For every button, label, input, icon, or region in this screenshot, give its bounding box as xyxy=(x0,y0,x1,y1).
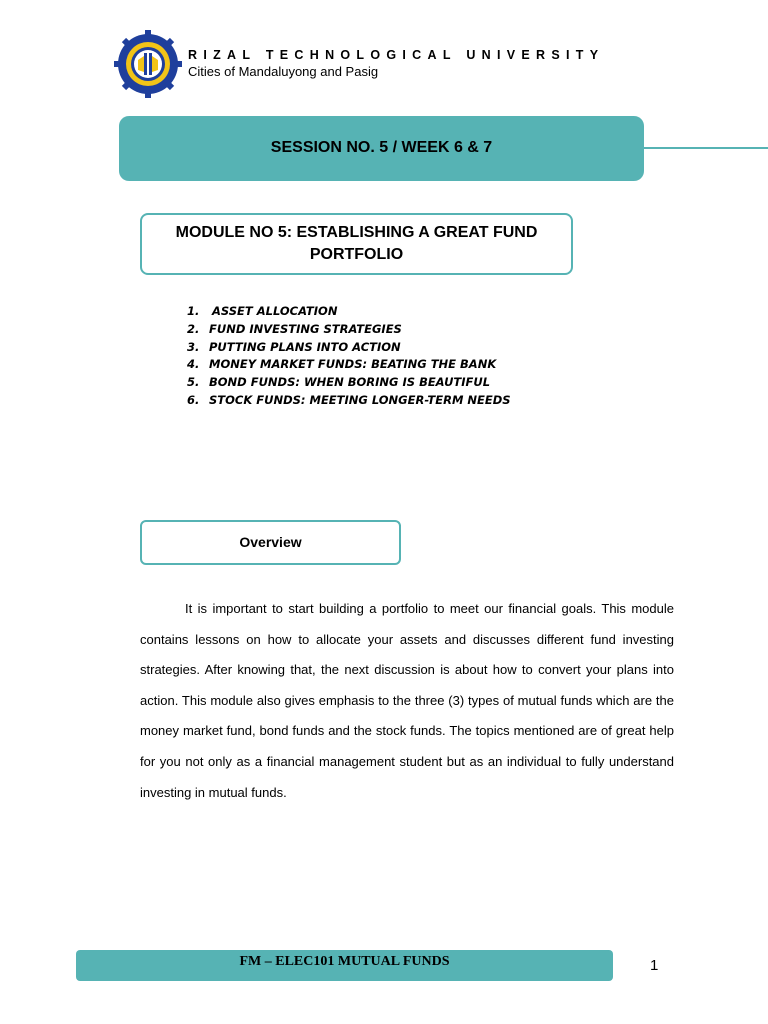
module-title-box xyxy=(140,213,573,275)
overview-title: Overview xyxy=(239,533,302,550)
list-item: 3. PUTTING PLANS INTO ACTION xyxy=(187,339,401,354)
list-item: 5. BOND FUNDS: WHEN BORING IS BEAUTIFUL xyxy=(187,375,491,390)
session-title: SESSION NO. 5 / WEEK 6 & 7 xyxy=(270,138,493,156)
page-number: 1 xyxy=(650,957,659,974)
topics-list xyxy=(187,303,511,410)
session-divider-line xyxy=(640,147,768,149)
module-title: MODULE NO 5: ESTABLISHING A GREAT FUND PORTFOLIO xyxy=(175,224,538,263)
university-seal-icon xyxy=(114,30,182,98)
session-banner xyxy=(119,116,644,181)
footer-bar xyxy=(76,950,613,981)
overview-body: It is important to start building a portfolio to meet our financial goals. This module contains lessons on how to allocate your assets and discusses different fund investing strategies. After knowing that, the next discussion is about how to convert your plans into action. This module also gives emphasis to the three (3) types of mutual funds which are the money market fund, bond funds and the stock funds. The topics mentioned are of great help for you not only as a financial management student but as an individual to fully understand investing in mutual funds. xyxy=(140,601,674,800)
list-item: 1. ASSET ALLOCATION xyxy=(187,304,338,318)
overview-heading-box xyxy=(140,520,401,565)
footer-course-title: FM – ELEC101 MUTUAL FUNDS xyxy=(239,954,450,969)
list-item: 6. STOCK FUNDS: MEETING LONGER-TERM NEEDS xyxy=(187,392,511,407)
university-subtitle: Cities of Mandaluyong and Pasig xyxy=(188,64,379,79)
university-name: RIZAL TECHNOLOGICAL UNIVERSITY xyxy=(188,48,605,62)
list-item: 4. MONEY MARKET FUNDS: BEATING THE BANK xyxy=(187,357,497,372)
list-item: 2. FUND INVESTING STRATEGIES xyxy=(187,321,402,336)
